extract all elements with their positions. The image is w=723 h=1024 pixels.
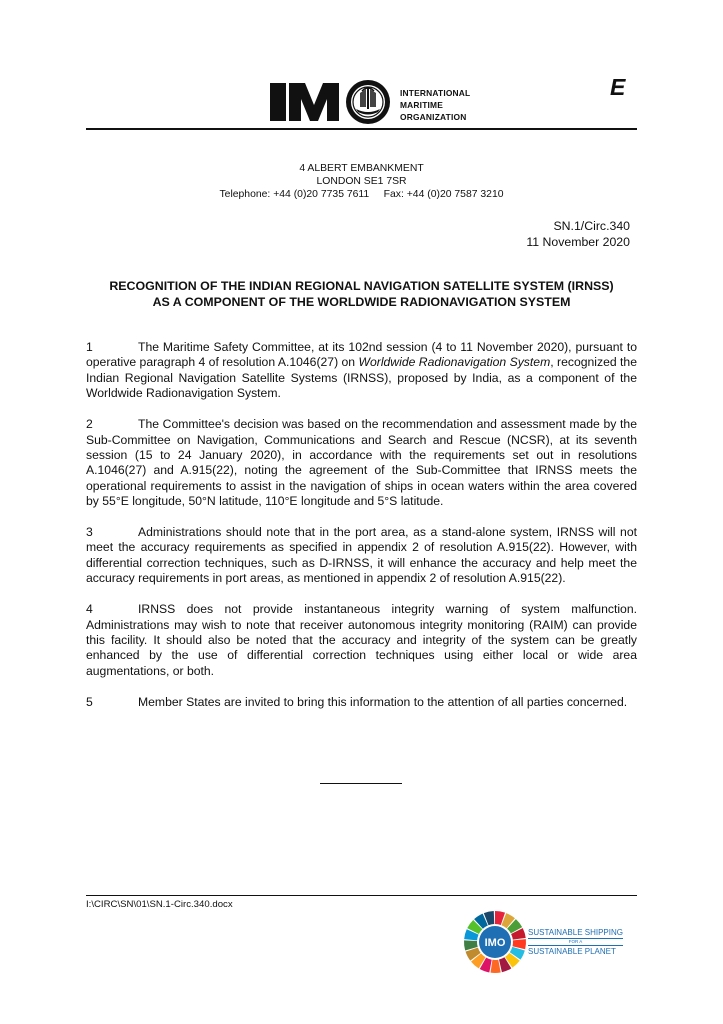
paragraph-text: The Maritime Safety Committee, at its 102nd session (4 to 11 November 2020), pursuant to operative paragraph 4 of resolution A.1046(27) on <box>86 340 637 370</box>
paragraph <box>86 602 637 679</box>
tagline-for: FOR A <box>568 939 583 944</box>
sdg-wheel-logo <box>463 910 527 974</box>
sustainable-shipping-tagline <box>528 928 623 956</box>
contact-line <box>86 188 637 201</box>
paragraph-number: 3 <box>86 525 93 540</box>
paragraph <box>86 417 637 509</box>
paragraph-text: Administrations should note that in the port area, as a stand-alone system, IRNSS will not meet the accuracy requirements as specified in appendix 2 of resolution A.915(22). However, with differential correction techniques, such as D-IRNSS, it will enhance the accuracy and help meet the accuracy requirements in port areas, as mentioned in appendix 2 of resolution A.915(22). <box>86 525 637 586</box>
document-symbol: SN.1/Circ.340 <box>553 219 630 233</box>
org-name-line: MARITIME <box>400 100 444 110</box>
address-line: 4 ALBERT EMBANKMENT <box>299 163 424 174</box>
paragraph-text: IRNSS does not provide instantaneous integrity warning of system malfunction. Administrations may wish to note that receiver autonomous integrity monitoring (RAIM) can provide this facility. It should also be noted that the accuracy and integrity of the system can be greatly enhanced by the use of differential correction techniques using either local or wide area augmentations, or both. <box>86 602 637 678</box>
paragraph <box>86 340 637 402</box>
paragraph-text: , recognized the Indian Regional Navigation Satellite Systems (IRNSS), proposed by India, as a component of the Worldwide Radionavigation System. <box>86 355 637 401</box>
end-of-document-rule <box>320 783 402 784</box>
footer-divider <box>86 895 637 896</box>
document-reference <box>526 218 630 250</box>
document-body <box>86 340 637 726</box>
telephone: Telephone: +44 (0)20 7735 7611 <box>219 189 370 200</box>
paragraph-number: 5 <box>86 694 93 709</box>
paragraph-number: 4 <box>86 602 93 617</box>
sdg-logo-lettering: IMO <box>484 937 506 949</box>
paragraph-text: Member States are invited to bring this information to the attention of all parties concerned. <box>138 694 628 709</box>
document-date: 11 November 2020 <box>526 235 630 249</box>
paragraph-text: The Committee's decision was based on the recommendation and assessment made by the Sub-Committee on Navigation, Communications and Search and Rescue (NCSR), at its seventh session (15 to 24 January 2020), in accordance with the requirements set out in resolutions A.1046(27) and A.915(22), noting the agreement of the Sub-Committee that IRNSS meets the operational requirements to assist in the navigation of ships in ocean waters within the area covered by 55°E longitude, 50°N latitude, 110°E longitude and 5°S latitude. <box>86 417 637 509</box>
address-block <box>86 162 637 201</box>
document-title <box>86 278 637 310</box>
address-line: LONDON SE1 7SR <box>316 176 407 187</box>
paragraph-number: 2 <box>86 417 93 432</box>
file-path: I:\CIRC\SN\01\SN.1-Circ.340.docx <box>86 899 233 910</box>
org-name-line: ORGANIZATION <box>400 112 467 122</box>
title-line: AS A COMPONENT OF THE WORLDWIDE RADIONAVIGATION SYSTEM <box>152 295 571 309</box>
imo-logo <box>270 79 392 125</box>
organization-name <box>400 87 470 123</box>
paragraph <box>86 525 637 587</box>
language-code: E <box>610 74 626 100</box>
org-name-line: INTERNATIONAL <box>400 88 471 98</box>
paragraph-number: 1 <box>86 340 93 354</box>
title-line: RECOGNITION OF THE INDIAN REGIONAL NAVIGATION SATELLITE SYSTEM (IRNSS) <box>109 279 614 293</box>
paragraph-italic-text: Worldwide Radionavigation System <box>358 355 551 370</box>
tagline-line: SUSTAINABLE PLANET <box>528 945 623 956</box>
paragraph <box>86 695 637 710</box>
sdg-wheel-segment <box>491 960 501 973</box>
tagline-line: SUSTAINABLE SHIPPING <box>528 928 623 937</box>
fax: Fax: +44 (0)20 7587 3210 <box>383 189 504 200</box>
header-divider <box>86 128 637 130</box>
